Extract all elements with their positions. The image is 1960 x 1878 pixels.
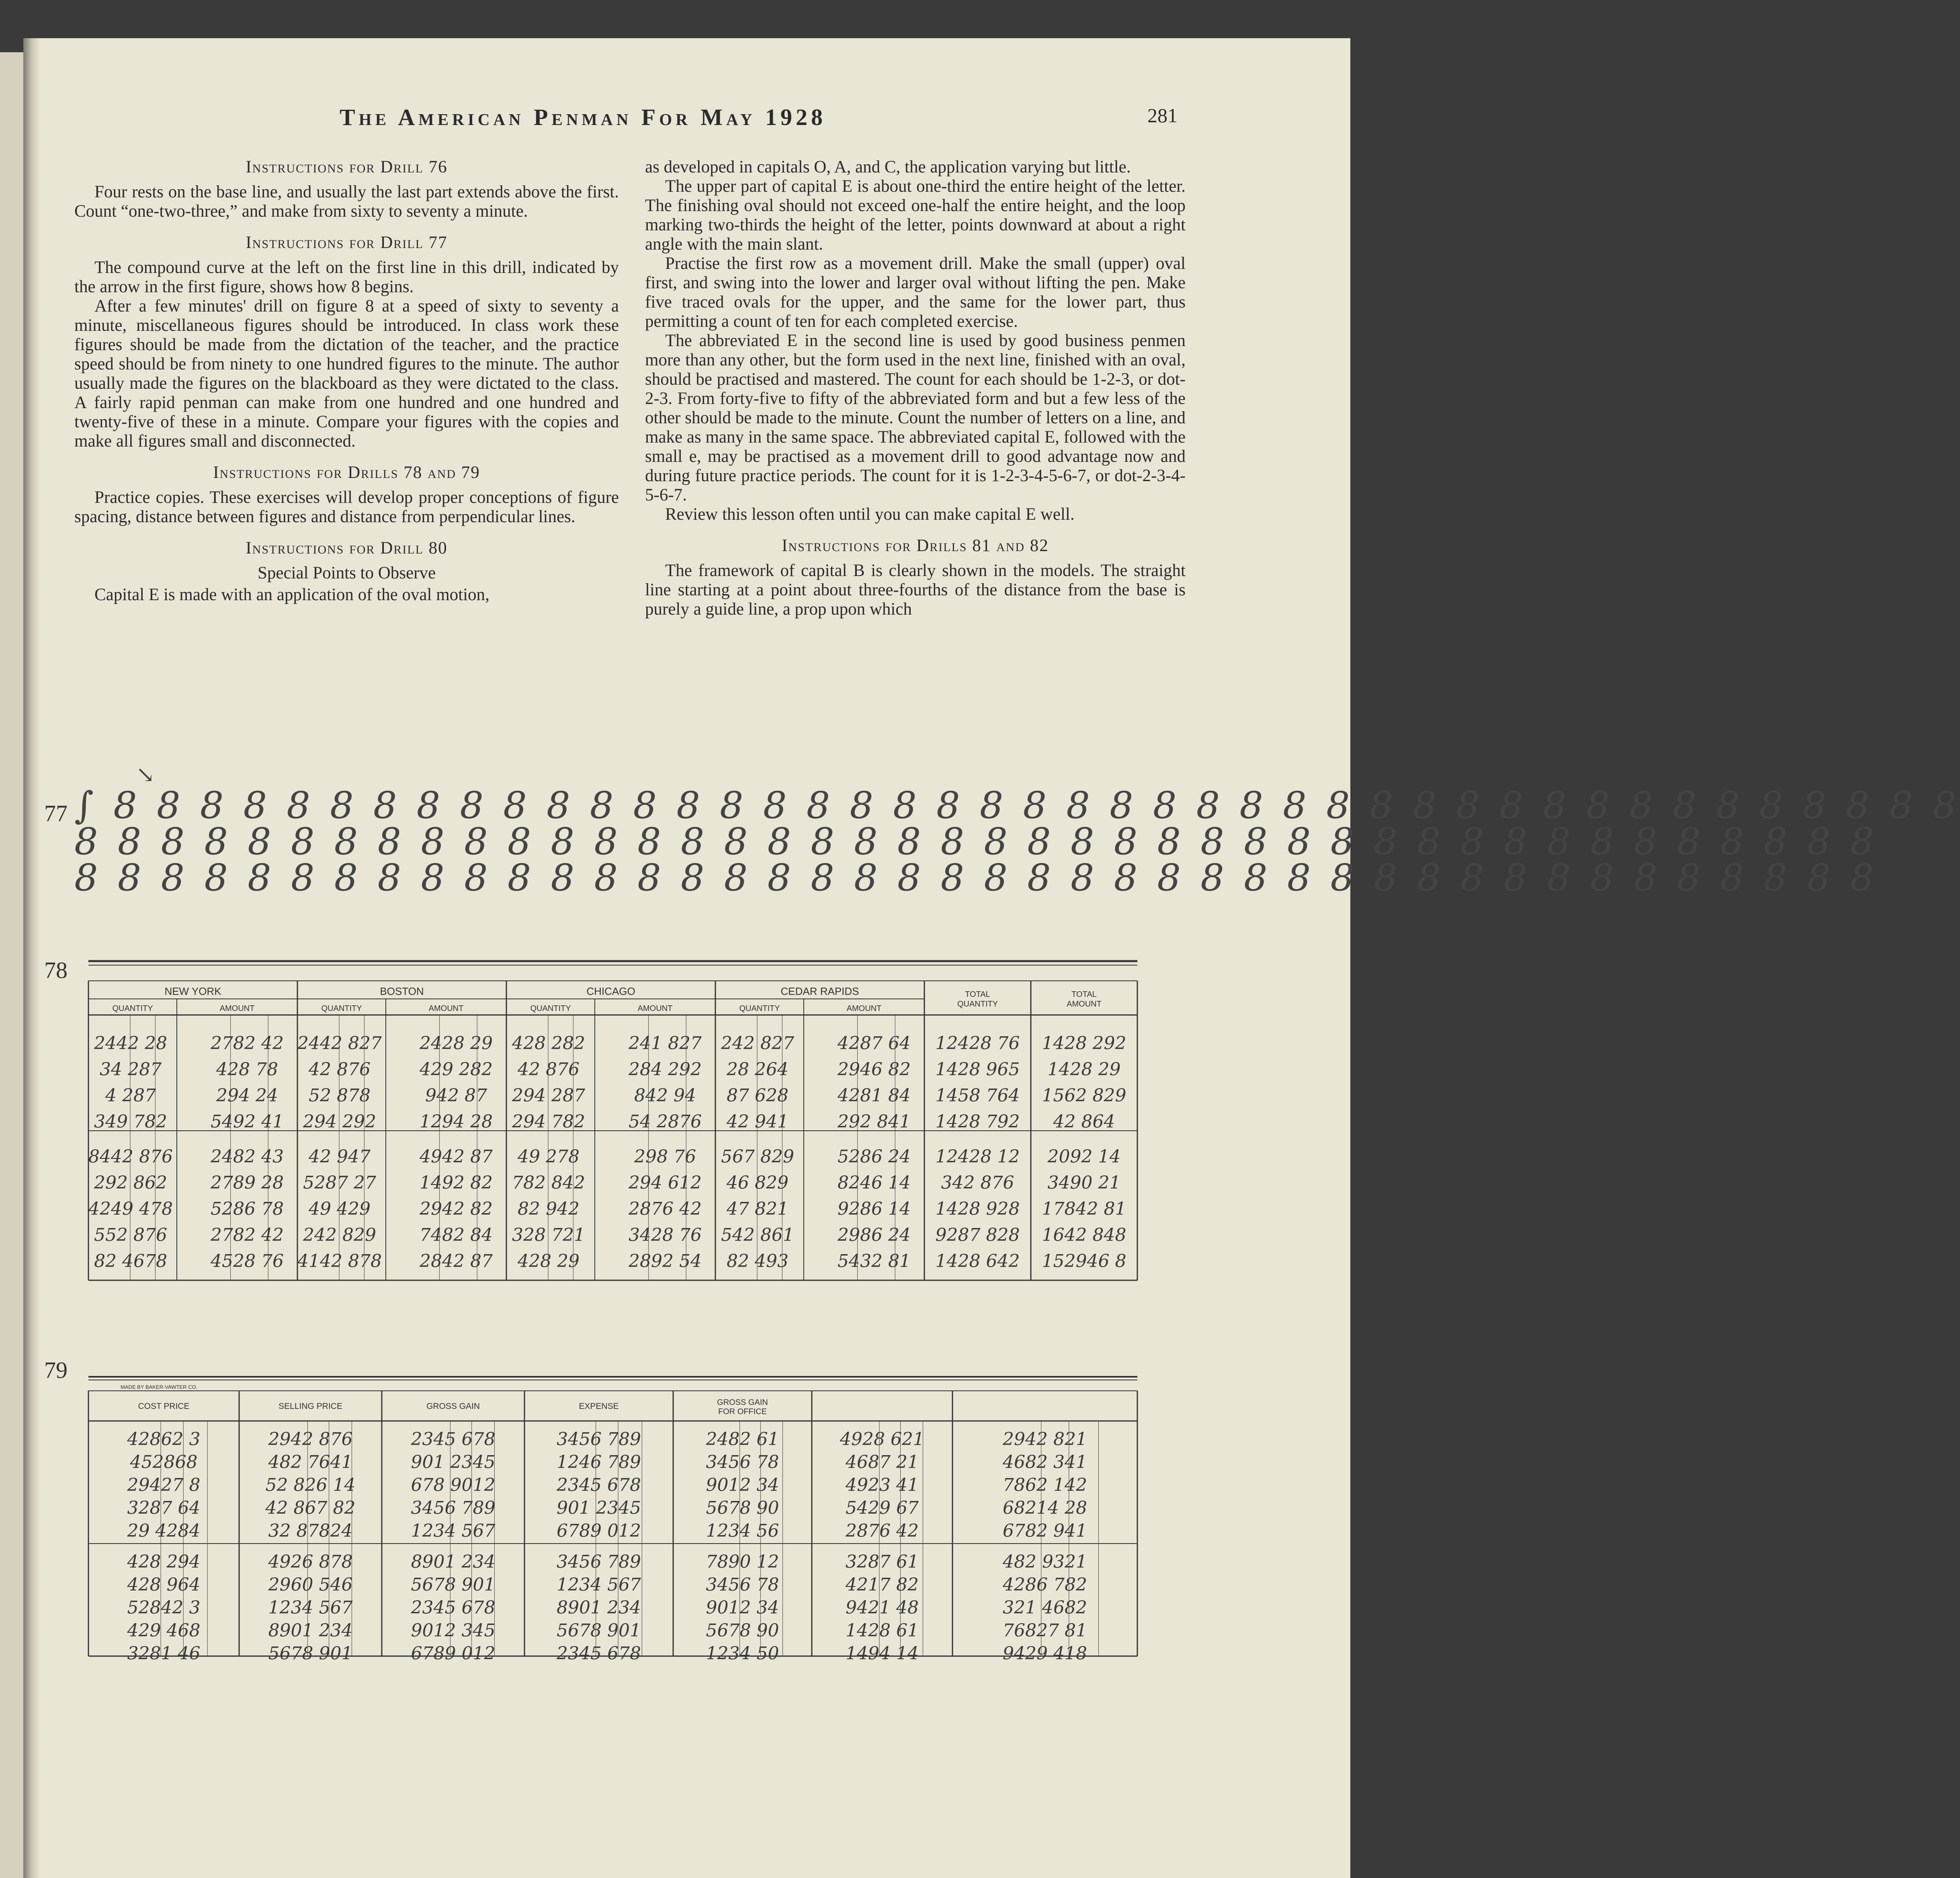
ledger-figure: 452868 — [130, 1452, 198, 1472]
ledger-figure: 42 941 — [727, 1111, 789, 1132]
ledger-figure: 241 827 — [629, 1033, 702, 1054]
ledger-figure: 2876 42 — [629, 1199, 702, 1219]
ledger-figure: 294 612 — [629, 1173, 702, 1193]
ledger-figure: 428 78 — [216, 1059, 278, 1080]
ledger-figure: 1428 965 — [935, 1059, 1020, 1080]
ledger-figure: 3456 78 — [706, 1575, 779, 1595]
ledger-figure: 17842 81 — [1042, 1199, 1126, 1219]
drill-number-77: 77 — [44, 800, 68, 826]
ledger-figure: 4528 76 — [211, 1251, 284, 1271]
ledger-figure: 2986 24 — [838, 1225, 911, 1245]
ledger-figure: 1494 14 — [846, 1643, 919, 1664]
ledger-figure: 5678 901 — [268, 1643, 353, 1664]
ledger-figure: 2345 678 — [411, 1597, 496, 1618]
imprint-text: MADE BY BAKER-VAWTER CO. — [121, 1384, 198, 1390]
ledger-figure: 2442 28 — [94, 1033, 167, 1054]
ledger-figure: 4281 84 — [838, 1085, 911, 1106]
ledger-figure: 2946 82 — [838, 1059, 911, 1080]
ledger-figure: 2942 876 — [268, 1429, 353, 1450]
quantity-header: QUANTITY — [739, 1004, 780, 1013]
ledger-figure: 52 878 — [309, 1085, 371, 1106]
ledger-figure: 1458 764 — [935, 1085, 1020, 1106]
drill-number-79: 79 — [44, 1357, 68, 1383]
ledger-figure: 292 841 — [838, 1111, 911, 1132]
section-heading: Instructions for Drills 78 and 79 — [213, 463, 480, 482]
ledger-figure: 28 264 — [727, 1059, 789, 1080]
running-head: The American Penman For May 1928 — [340, 104, 826, 130]
ledger-figure: 242 827 — [721, 1033, 794, 1054]
ledger-figure: 842 94 — [634, 1085, 696, 1106]
drill-79-ledger — [88, 1375, 1137, 1666]
ledger-figure: 328 721 — [512, 1225, 585, 1245]
ledger-figure: 2092 14 — [1047, 1146, 1121, 1167]
ledger-figure: 1428 642 — [935, 1251, 1020, 1271]
ledger-figure: 7482 84 — [420, 1225, 493, 1245]
right-column — [645, 158, 1186, 619]
ledger-figure: 8901 234 — [268, 1620, 353, 1641]
paragraph: Four rests on the base line, and usually the last part extends above the first. Count “one-two-three,” and make from sixty to seventy a minute. — [74, 182, 619, 221]
ledger-figure: 4928 621 — [840, 1429, 924, 1450]
ledger-figure: 429 468 — [127, 1620, 201, 1641]
drill-78-ledger — [88, 959, 1137, 1290]
total-header: AMOUNT — [1067, 1000, 1102, 1009]
ledger-figure: 12428 76 — [935, 1033, 1020, 1054]
ledger-figure: 8901 234 — [557, 1597, 641, 1618]
ledger-figure: 4287 64 — [838, 1033, 911, 1054]
ledger-figure: 3456 78 — [706, 1452, 779, 1472]
city-header: BOSTON — [380, 985, 424, 997]
ledger-figure: 3490 21 — [1047, 1173, 1121, 1193]
page-number: 281 — [1147, 104, 1178, 127]
total-header: QUANTITY — [957, 1000, 998, 1009]
ledger-figure: 9012 34 — [706, 1597, 779, 1618]
ledger-figure: 5287 27 — [303, 1173, 376, 1193]
ledger-figure: 7890 12 — [706, 1552, 779, 1572]
ledger-figure: 1246 789 — [557, 1452, 641, 1472]
ledger-figure: 2942 82 — [420, 1199, 493, 1219]
ledger-figure: 2482 43 — [211, 1146, 284, 1167]
ledger-figure: 1428 61 — [846, 1620, 919, 1641]
ledger-figure: 428 282 — [512, 1033, 585, 1054]
ledger-figure: 242 829 — [303, 1225, 376, 1245]
ledger-figure: 4687 21 — [846, 1452, 919, 1472]
ledger-figure: 5678 901 — [557, 1620, 641, 1641]
ledger-figure: 4923 41 — [846, 1475, 919, 1495]
ledger-figure: 1294 28 — [420, 1111, 493, 1132]
ledger-figure: 3281 46 — [127, 1643, 201, 1664]
ledger-figure: 2345 678 — [557, 1643, 641, 1664]
ledger-figure: 9012 34 — [706, 1475, 779, 1495]
ledger-figure: 2428 29 — [420, 1033, 493, 1054]
ledger-figure: 1642 848 — [1042, 1225, 1126, 1245]
ledger-figure: 294 292 — [303, 1111, 376, 1132]
section-heading: Instructions for Drill 80 — [246, 539, 448, 558]
eights-row-1: ∫ 8 8 8 8 8 8 8 8 8 8 8 8 8 8 8 8 8 8 8 8 8 8 8 8 8 8 8 8 8 8 8 8 8 8 8 8 8 8 8 8 8 8 8 — [74, 784, 1960, 827]
ledger-figure: 42 867 82 — [265, 1498, 356, 1518]
ledger-figure: 428 29 — [518, 1251, 580, 1271]
ledger-figure: 52842 3 — [127, 1597, 201, 1618]
total-header: TOTAL — [965, 990, 990, 999]
ledger-figure: 82 942 — [518, 1199, 580, 1219]
ledger-figure: 901 2345 — [557, 1498, 641, 1518]
ledger-figure: 29 4284 — [127, 1521, 201, 1541]
ledger-figure: 52 826 14 — [265, 1475, 356, 1495]
ledger-figure: 8246 14 — [838, 1173, 911, 1193]
ledger-figure: 49 429 — [309, 1199, 371, 1219]
ledger-figure: 42 947 — [309, 1146, 371, 1167]
ledger-figure: 482 7641 — [268, 1452, 353, 1472]
column-header: COST PRICE — [138, 1402, 190, 1411]
quantity-header: QUANTITY — [321, 1004, 362, 1013]
ledger-figure: 1234 56 — [706, 1521, 779, 1541]
ledger-figure: 782 842 — [512, 1173, 585, 1193]
ledger-figure: 942 87 — [425, 1085, 487, 1106]
ledger-figure: 678 9012 — [411, 1475, 496, 1495]
ledger-figure: 82 493 — [727, 1251, 789, 1271]
ledger-figure: 3456 789 — [557, 1552, 641, 1572]
ledger-figure: 6789 012 — [557, 1521, 641, 1541]
ledger-figure: 1428 292 — [1042, 1033, 1126, 1054]
city-header: CHICAGO — [586, 985, 635, 997]
paragraph: Review this lesson often until you can make capital E well. — [665, 505, 1075, 524]
ledger-figure: 482 9321 — [1003, 1552, 1087, 1572]
paragraph: The compound curve at the left on the first line in this drill, indicated by the arrow in the first figure, shows how 8 begins. — [74, 258, 619, 296]
ledger-figure: 4249 478 — [88, 1199, 173, 1219]
ledger-figure: 3287 64 — [127, 1498, 201, 1518]
ledger-figure: 152946 8 — [1042, 1251, 1126, 1271]
ledger-figure: 49 278 — [518, 1146, 580, 1167]
ledger-figure: 1234 567 — [557, 1575, 641, 1595]
ledger-figure: 1562 829 — [1042, 1085, 1126, 1106]
column-header: FOR OFFICE — [718, 1407, 767, 1416]
ledger-figure: 8901 234 — [411, 1552, 496, 1572]
ledger-figure: 2960 546 — [268, 1575, 353, 1595]
amount-header: AMOUNT — [846, 1004, 882, 1013]
paragraph: After a few minutes' drill on figure 8 at a speed of sixty to seventy a minute, miscellaneous figures should be introduced. In class work these figures should be made from the dictation of the teacher, and the practice speed should be from ninety to one hundred figures to the minute. The author usually made the figures on the blackboard as they were dictated to the class. A fairly rapid penman can make from one hundred and one hundred and twenty-five of these in a minute. Compare your figures with the copies and make all figures small and disconnected. — [74, 297, 619, 451]
eights-row-3: 8 8 8 8 8 8 8 8 8 8 8 8 8 8 8 8 8 8 8 8 8 8 8 8 8 8 8 8 8 8 8 8 8 8 8 8 8 8 8 8 8 8 — [74, 856, 1878, 899]
column-header: GROSS GAIN — [426, 1402, 480, 1411]
ledger-figure: 321 4682 — [1003, 1597, 1087, 1618]
amount-header: AMOUNT — [219, 1004, 255, 1013]
ledger-figure: 5678 90 — [706, 1620, 779, 1641]
ledger-figure: 342 876 — [941, 1173, 1014, 1193]
paragraph: as developed in capitals O, A, and C, the application varying but little. — [645, 158, 1131, 176]
section-heading: Instructions for Drills 81 and 82 — [782, 536, 1049, 555]
eights-row-2: 8 8 8 8 8 8 8 8 8 8 8 8 8 8 8 8 8 8 8 8 8 8 8 8 8 8 8 8 8 8 8 8 8 8 8 8 8 8 8 8 8 8 — [74, 820, 1878, 863]
section-heading: Instructions for Drill 76 — [246, 158, 448, 176]
ledger-figure: 1428 792 — [935, 1111, 1020, 1132]
ledger-figure: 9012 345 — [411, 1620, 496, 1641]
ledger-figure: 428 964 — [127, 1575, 201, 1595]
ledger-figure: 2345 678 — [557, 1475, 641, 1495]
paragraph: Capital E is made with an application of the oval motion, — [94, 585, 489, 604]
ledger-figure: 9429 418 — [1003, 1643, 1087, 1664]
binding-gutter — [23, 38, 40, 1878]
ledger-figure: 34 287 — [100, 1059, 162, 1080]
paragraph: The framework of capital B is clearly shown in the models. The straight line starting at a point about three-fourths of the distance from the base is purely a guide line, a prop upon which — [645, 561, 1186, 619]
ledger-figure: 5492 41 — [211, 1111, 284, 1132]
ledger-figure: 2442 827 — [297, 1033, 382, 1054]
ledger-figure: 87 628 — [727, 1085, 789, 1106]
ledger-figure: 552 876 — [94, 1225, 167, 1245]
ledger-figure: 68214 28 — [1003, 1498, 1087, 1518]
ledger-figure: 901 2345 — [411, 1452, 496, 1472]
ledger-figure: 3456 789 — [411, 1498, 496, 1518]
ledger-figure: 12428 12 — [935, 1146, 1020, 1167]
ledger-figure: 42 876 — [309, 1059, 371, 1080]
ledger-figure: 567 829 — [721, 1146, 794, 1167]
ledger-figure: 9421 48 — [846, 1597, 919, 1618]
city-header: NEW YORK — [164, 985, 221, 997]
ledger-figure: 82 4678 — [94, 1251, 167, 1271]
ledger-figure: 4682 341 — [1003, 1452, 1087, 1472]
ledger-figure: 42 876 — [518, 1059, 580, 1080]
ledger-figure: 54 2876 — [629, 1111, 702, 1132]
ledger-figure: 32 87824 — [268, 1521, 353, 1541]
ledger-figure: 2782 42 — [211, 1033, 284, 1054]
ledger-figure: 1428 29 — [1047, 1059, 1121, 1080]
ledger-figure: 1234 567 — [411, 1521, 496, 1541]
ledger-figure: 3287 61 — [846, 1552, 919, 1572]
paragraph: The abbreviated E in the second line is used by good business penmen more than any other, but the form used in the next line, finished with an oval, should be practised and mastered. The count for each should be 1-2-3, or dot-2-3. From forty-five to fifty of the abbreviated form and but a few less of the other should be made to the minute. Count the number of letters on a line, and make as many in the same space. The abbreviated capital E, followed with the small e, may be practised as a movement drill to good advantage now and during future practice periods. The count for it is 1-2-3-4-5-6-7, or dot-2-3-4-5-6-7. — [645, 331, 1186, 504]
ledger-figure: 5429 67 — [846, 1498, 919, 1518]
ledger-figure: 46 829 — [727, 1173, 789, 1193]
ledger-figure: 76827 81 — [1003, 1620, 1087, 1641]
ledger-figure: 284 292 — [629, 1059, 702, 1080]
arrow-icon: ↘ — [136, 763, 155, 787]
left-column — [74, 158, 619, 605]
ledger-figure: 9286 14 — [838, 1199, 911, 1219]
ledger-figure: 1428 928 — [935, 1199, 1020, 1219]
ledger-figure: 2482 61 — [706, 1429, 779, 1450]
quantity-header: QUANTITY — [112, 1004, 153, 1013]
ledger-figure: 1234 50 — [706, 1643, 779, 1664]
ledger-figure: 298 76 — [634, 1146, 696, 1167]
ledger-figure: 5678 901 — [411, 1575, 496, 1595]
ledger-figure: 6789 012 — [411, 1643, 496, 1664]
column-header: EXPENSE — [579, 1402, 619, 1411]
ledger-figure: 428 294 — [127, 1552, 201, 1572]
ledger-figure: 9287 828 — [935, 1225, 1020, 1245]
ledger-figure: 42862 3 — [127, 1429, 201, 1450]
ledger-figure: 4142 878 — [297, 1251, 382, 1271]
total-header: TOTAL — [1071, 990, 1097, 999]
paragraph: The upper part of capital E is about one-third the entire height of the letter. The finishing oval should not exceed one-half the entire height, and the loop marking two-thirds the height of the letter, points downward at about a right angle with the main slant. — [645, 177, 1186, 254]
section-heading: Instructions for Drill 77 — [246, 233, 448, 252]
ledger-figure: 2892 54 — [629, 1251, 702, 1271]
column-header: SELLING PRICE — [279, 1402, 342, 1411]
adjacent-page-edge — [0, 52, 25, 1878]
ledger-figure: 29427 8 — [127, 1475, 201, 1495]
ledger-figure: 3428 76 — [629, 1225, 702, 1245]
ledger-figure: 5432 81 — [838, 1251, 911, 1271]
ledger-figure: 2876 42 — [846, 1521, 919, 1541]
ledger-figure: 294 287 — [512, 1085, 585, 1106]
ledger-figure: 1492 82 — [420, 1173, 493, 1193]
ledger-figure: 2842 87 — [420, 1251, 493, 1271]
ledger-figure: 5678 90 — [706, 1498, 779, 1518]
drill-number-78: 78 — [44, 957, 68, 983]
ledger-figure: 5286 24 — [838, 1146, 911, 1167]
ledger-figure: 4926 878 — [268, 1552, 353, 1572]
ledger-figure: 1234 567 — [268, 1597, 353, 1618]
ledger-figure: 8442 876 — [88, 1146, 173, 1167]
ledger-figure: 4 287 — [105, 1085, 156, 1106]
ledger-figure: 4942 87 — [420, 1146, 493, 1167]
ledger-figure: 294 24 — [216, 1085, 278, 1106]
ledger-figure: 47 821 — [727, 1199, 789, 1219]
ledger-figure: 349 782 — [94, 1111, 167, 1132]
column-header: GROSS GAIN — [717, 1398, 768, 1407]
section-subheading: Special Points to Observe — [257, 564, 436, 582]
ledger-figure: 5286 78 — [211, 1199, 284, 1219]
ledger-figure: 6782 941 — [1003, 1521, 1087, 1541]
amount-header: AMOUNT — [428, 1004, 464, 1013]
ledger-figure: 2789 28 — [211, 1173, 284, 1193]
city-header: CEDAR RAPIDS — [780, 985, 859, 997]
ledger-figure: 429 282 — [420, 1059, 493, 1080]
ledger-figure: 7862 142 — [1003, 1475, 1087, 1495]
ledger-figure: 3456 789 — [557, 1429, 641, 1450]
ledger-figure: 4217 82 — [846, 1575, 919, 1595]
ledger-figure: 2782 42 — [211, 1225, 284, 1245]
ledger-figure: 42 864 — [1053, 1111, 1115, 1132]
paragraph: Practise the first row as a movement drill. Make the small (upper) oval first, and swing into the lower and larger oval without lifting the pen. Make five traced ovals for the upper, and the same for the lower part, thus permitting a count of ten for each completed exercise. — [645, 254, 1186, 331]
quantity-header: QUANTITY — [530, 1004, 571, 1013]
amount-header: AMOUNT — [637, 1004, 673, 1013]
paragraph: Practice copies. These exercises will develop proper conceptions of figure spacing, distance between figures and distance from perpendicular lines. — [74, 488, 619, 526]
ledger-figure: 292 862 — [94, 1173, 167, 1193]
ledger-figure: 294 782 — [512, 1111, 585, 1132]
ledger-figure: 542 861 — [721, 1225, 794, 1245]
ledger-figure: 2345 678 — [411, 1429, 496, 1450]
ledger-figure: 2942 821 — [1003, 1429, 1087, 1450]
ledger-figure: 4286 782 — [1003, 1575, 1087, 1595]
